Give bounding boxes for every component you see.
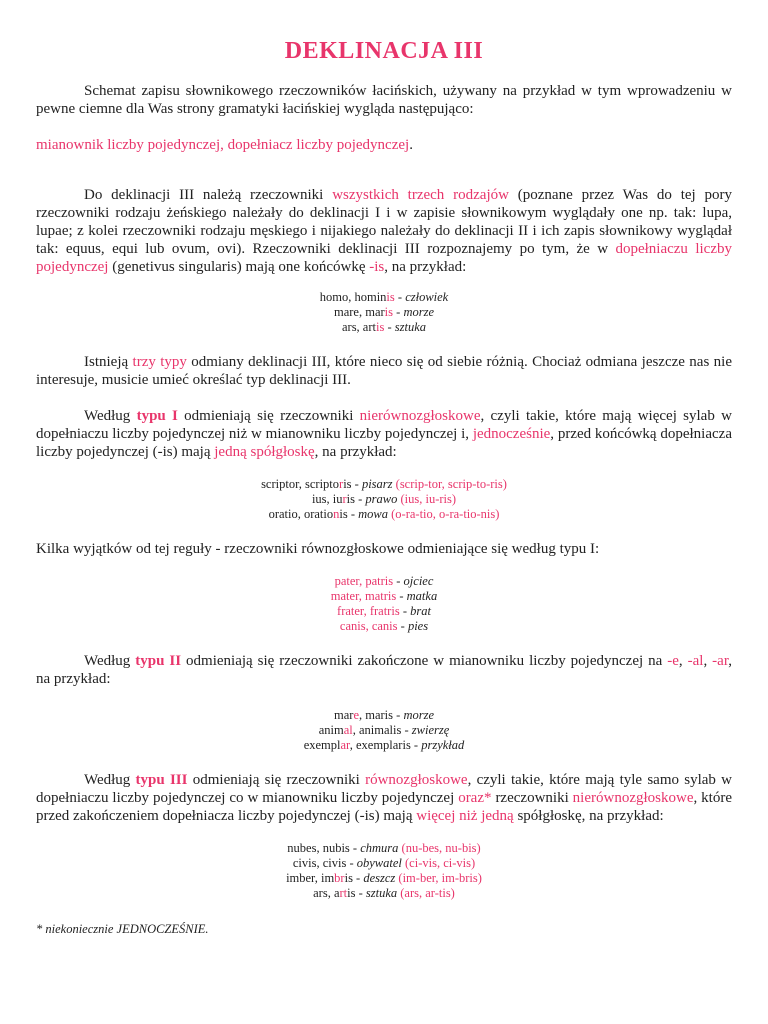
example-word: mare, mar: [334, 305, 385, 319]
text-span: Według: [84, 772, 136, 788]
example-translation: ojciec: [403, 574, 434, 588]
text-span: spółgłoskę, na przykład:: [513, 808, 664, 824]
example-dash: -: [399, 604, 411, 618]
example-ending: is: [386, 290, 395, 304]
example-consonant: n: [333, 507, 340, 521]
example-ending: is -: [343, 477, 362, 491]
text-span: , czyli takie, które mają tyle samo sylab w dopełniaczu liczby pojedynczej co w mianowniku liczby pojedynczej: [36, 772, 732, 806]
example-word: ars, a: [313, 886, 340, 900]
example-translation: obywatel: [356, 856, 402, 870]
example-translation: brat: [410, 604, 431, 618]
examples-group-2: [36, 477, 732, 522]
example-word: anim: [318, 723, 344, 737]
example-line: [36, 305, 732, 320]
example-word: frater, fratris: [337, 604, 400, 618]
example-word: mater, matris: [330, 589, 397, 603]
example-syllables: (ius, iu-ris): [397, 492, 457, 506]
text-span: Istnieją: [84, 354, 133, 370]
document-page: [36, 0, 732, 950]
highlight-oraz: oraz*: [458, 790, 492, 806]
example-translation: deszcz: [363, 871, 396, 885]
example-translation: morze: [403, 305, 434, 319]
example-word: civis, civis -: [292, 856, 357, 870]
example-translation: prawo: [365, 492, 398, 506]
intro-paragraph: Schemat zapisu słownikowego rzeczowników łacińskich, używany na przykład w tym wprowadzeniu w pewne ciemne dla Was strony gramatyki łacińskiej wygląda następująco:: [36, 83, 732, 117]
example-ending: al: [343, 723, 353, 737]
type-three-label: typu III: [135, 772, 188, 788]
example-translation: przykład: [421, 738, 465, 752]
example-line: [36, 574, 732, 589]
example-translation: zwierzę: [411, 723, 450, 737]
footnote: * niekoniecznie JEDNOCZEŚNIE.: [36, 922, 209, 936]
paragraph-type-two: [36, 652, 732, 688]
example-genitive: , exemplaris -: [349, 738, 422, 752]
example-genitive: , maris -: [359, 708, 404, 722]
example-ending: is: [376, 320, 385, 334]
example-ending: is: [384, 305, 394, 319]
highlight-three-types: trzy typy: [132, 354, 187, 370]
text-span: , przed końcówką dopełniacza liczby pojedynczej (-is) mają: [36, 426, 732, 460]
examples-group-4: [36, 708, 732, 753]
paragraph-declension-members: [36, 186, 732, 276]
scheme-end: .: [409, 137, 413, 153]
example-ending: is -: [344, 871, 364, 885]
highlight-ending-is: -is: [369, 259, 385, 275]
example-syllables: (o-ra-tio, o-ra-tio-nis): [388, 507, 500, 521]
example-line: [36, 477, 732, 492]
example-line: [36, 856, 732, 871]
text-span: , na przykład:: [314, 444, 397, 460]
text-span: , na przykład:: [384, 259, 467, 275]
example-line: [36, 841, 732, 856]
example-line: [36, 619, 732, 634]
text-span: , które przed zakończeniem dopełniacza liczby pojedynczej (-is) mają: [36, 790, 732, 824]
text-span: rzeczowniki: [491, 790, 573, 806]
example-word: ars, art: [341, 320, 376, 334]
example-word: scriptor, scripto: [261, 477, 340, 491]
example-translation: mowa: [358, 507, 389, 521]
highlight-imparisyllabic: nierównozgłoskowe: [359, 408, 481, 424]
example-ending: ar: [340, 738, 350, 752]
text-span: (poznane przez Was do tej pory rzeczowniki rodzaju żeńskiego należały do deklinacji I i w zapisie słownikowym wyglądały one np. tak: lupa, lupae; z kolei rzeczowniki rodzaju męskiego i nijakiego należały do deklinacji II i ich zapis słownikowy wyglądał tak: equus, equi lub ovum, ovi). Rzeczowniki deklinacji III rozpoznajemy po tym, że w: [36, 187, 733, 257]
separator: ,: [678, 653, 688, 669]
example-syllables: (nu-bes, nu-bis): [398, 841, 481, 855]
type-one-label: typu I: [136, 408, 178, 424]
example-line: [36, 723, 732, 738]
highlight-more-than-one: więcej niż jedną: [416, 808, 514, 824]
ending-al: -al: [687, 653, 704, 669]
example-translation: sztuka: [365, 886, 398, 900]
example-syllables: (ci-vis, ci-vis): [401, 856, 476, 870]
highlight-genitive: dopełniaczu liczby pojedynczej: [36, 241, 732, 275]
example-line: [36, 886, 732, 901]
paragraph-type-one: [36, 407, 732, 461]
text-span: Do deklinacji III należą rzeczowniki: [84, 187, 333, 203]
text-span: odmieniają się rzeczowniki: [177, 408, 360, 424]
highlight-all-genders: wszystkich trzech rodzajów: [332, 187, 509, 203]
example-line: [36, 708, 732, 723]
example-word: canis, canis: [339, 619, 398, 633]
highlight-one-consonant: jedną spółgłoskę: [214, 444, 315, 460]
example-dash: -: [384, 320, 395, 334]
example-genitive: , animalis -: [352, 723, 412, 737]
example-dash: -: [397, 619, 408, 633]
text-span: Według: [84, 653, 136, 669]
text-span: (genetivus singularis) mają one końcówkę: [108, 259, 370, 275]
example-word: homo, homin: [319, 290, 387, 304]
example-syllables: (im-ber, im-bris): [395, 871, 482, 885]
example-translation: sztuka: [394, 320, 427, 334]
paragraph-exceptions: Kilka wyjątków od tej reguły - rzeczowniki równozgłoskowe odmieniające się według typu I:: [36, 541, 600, 557]
example-word: mar: [334, 708, 354, 722]
ending-e: -e: [667, 653, 679, 669]
example-translation: chmura: [360, 841, 399, 855]
example-word: imber, im: [286, 871, 335, 885]
example-consonant: r: [342, 492, 347, 506]
example-dash: -: [393, 305, 404, 319]
example-line: [36, 320, 732, 335]
example-ending: is -: [347, 886, 366, 900]
example-translation: pies: [407, 619, 429, 633]
example-ending: is -: [346, 492, 366, 506]
example-syllables: (ars, ar-tis): [397, 886, 455, 900]
highlight-simultaneously: jednocześnie: [472, 426, 551, 442]
example-word: nubes, nubis -: [287, 841, 361, 855]
example-line: [36, 290, 732, 305]
example-word: ius, iu: [311, 492, 343, 506]
examples-group-3: [36, 574, 732, 634]
scheme-text: mianownik liczby pojedynczej, dopełniacz liczby pojedynczej: [36, 137, 410, 153]
example-dash: -: [394, 290, 406, 304]
example-line: [36, 604, 732, 619]
example-line: [36, 738, 732, 753]
example-translation: matka: [406, 589, 438, 603]
example-consonant: r: [339, 477, 344, 491]
examples-group-5: [36, 841, 732, 901]
example-ending: is -: [339, 507, 359, 521]
separator: ,: [703, 653, 713, 669]
text-span: odmiany deklinacji III, które nieco się od siebie różnią. Chociaż odmiana jeszcze nas nie interesuje, musicie umieć określać typ deklinacji III.: [36, 354, 732, 388]
example-line: [36, 507, 732, 522]
paragraph-type-three: [36, 771, 732, 825]
example-dash: -: [396, 589, 407, 603]
examples-group-1: [36, 290, 732, 335]
example-consonants: rt: [339, 886, 348, 900]
example-translation: człowiek: [405, 290, 449, 304]
type-two-label: typu II: [135, 653, 182, 669]
highlight-parisyllabic: równozgłoskowe: [365, 772, 468, 788]
text-span: , czyli takie, które mają więcej sylab w dopełniaczu liczby pojedynczej niż w mianowniku liczby pojedynczej i,: [36, 408, 732, 442]
paragraph-three-types: [36, 353, 732, 389]
text-span: Według: [84, 408, 137, 424]
example-word: pater, patris: [334, 574, 394, 588]
ending-ar: -ar: [712, 653, 729, 669]
example-consonants: br: [334, 871, 345, 885]
text-span: , na przykład:: [36, 653, 732, 687]
example-translation: pisarz: [361, 477, 393, 491]
example-dash: -: [393, 574, 404, 588]
page-title: DEKLINACJA III: [284, 38, 484, 64]
example-word: oratio, oratio: [268, 507, 334, 521]
example-translation: morze: [403, 708, 434, 722]
text-span: odmieniają się rzeczowniki: [187, 772, 366, 788]
example-line: [36, 492, 732, 507]
example-line: [36, 871, 732, 886]
example-line: [36, 589, 732, 604]
example-syllables: (scrip-tor, scrip-to-ris): [392, 477, 507, 491]
example-word: exempl: [303, 738, 341, 752]
example-ending: e: [353, 708, 359, 722]
dictionary-scheme: [36, 136, 732, 154]
text-span: odmieniają się rzeczowniki zakończone w mianowniku liczby pojedynczej na: [181, 653, 668, 669]
highlight-imparisyllabic: nierównozgłoskowe: [572, 790, 694, 806]
